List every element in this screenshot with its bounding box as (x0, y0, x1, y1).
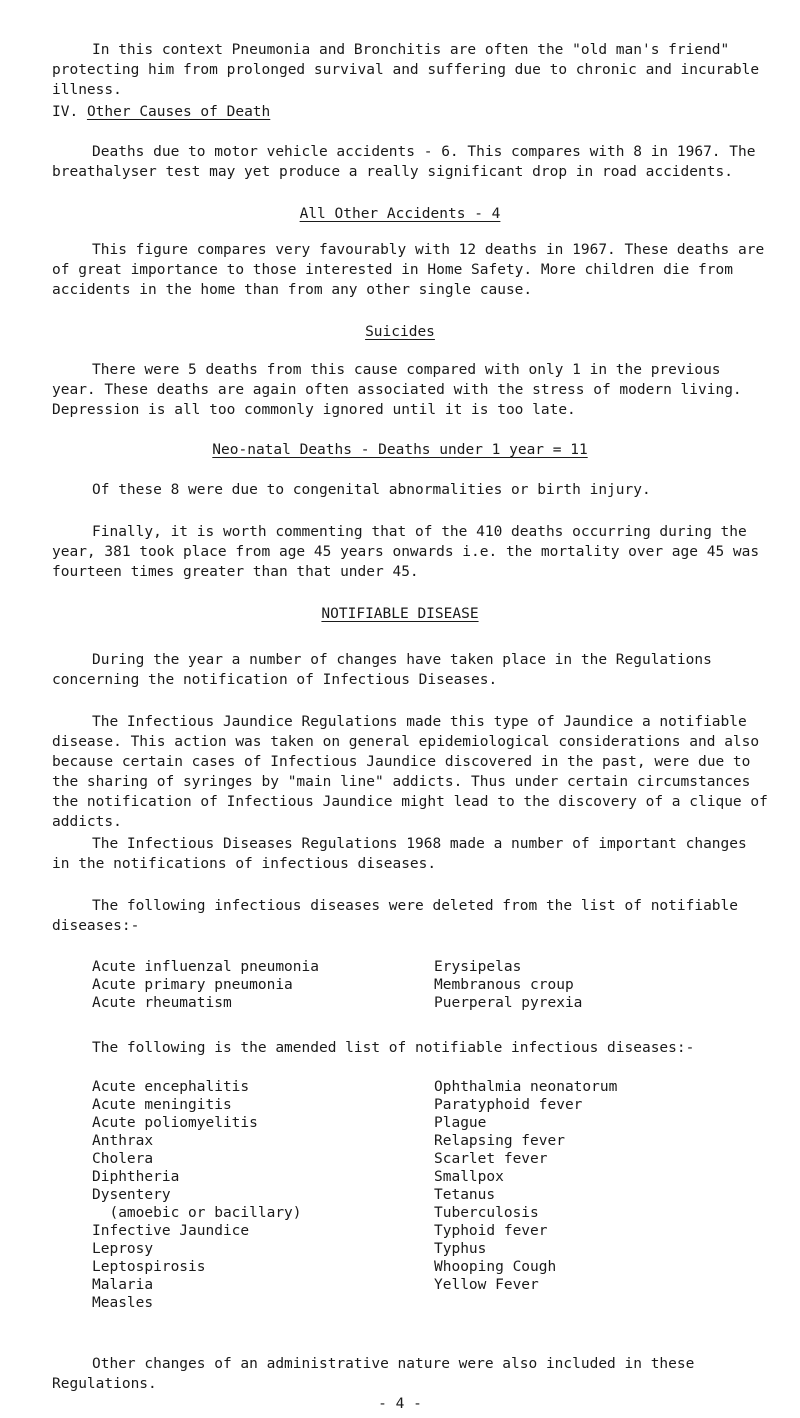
list-item: Erysipelas (434, 959, 522, 975)
neonatal-paragraph: Of these 8 were due to congenital abnormalities or birth injury. (92, 482, 651, 498)
list-item: Leptospirosis (92, 1259, 206, 1275)
list-item: Puerperal pyrexia (434, 995, 583, 1011)
list-item: Typhus (434, 1241, 487, 1257)
accidents-paragraph: This figure compares very favourably with 12 deaths in 1967. These deaths are of great importance to those interested in Home Safety. More children die from accidents in the home than from any other single cause. (52, 242, 773, 298)
list-item: Cholera (92, 1151, 154, 1167)
suicides-heading: Suicides (365, 324, 435, 340)
list-item: Tuberculosis (434, 1205, 539, 1221)
list-item: Acute meningitis (92, 1097, 232, 1113)
list-item: Paratyphoid fever (434, 1097, 583, 1113)
list-item: Acute primary pneumonia (92, 977, 293, 993)
section-heading (52, 102, 270, 122)
list-item: Typhoid fever (434, 1223, 548, 1239)
list-item: Smallpox (434, 1169, 504, 1185)
regulations-changes-paragraph: During the year a number of changes have taken place in the Regulations concerning the notification of Infectious Diseases. (52, 652, 721, 688)
list-item: Malaria (92, 1277, 154, 1293)
list-item: Measles (92, 1295, 154, 1311)
amended-diseases-list-right (434, 1078, 617, 1294)
intro-paragraph: In this context Pneumonia and Bronchitis are often the "old man's friend" protecting him from prolonged survival and suffering due to chronic and incurable illness. (52, 42, 768, 98)
regulations-1968-paragraph: The Infectious Diseases Regulations 1968 made a number of important changes in the notifications of infectious diseases. (52, 836, 756, 872)
list-item: (amoebic or bacillary) (92, 1205, 302, 1221)
section-title: Other Causes of Death (86, 104, 271, 120)
list-item: Relapsing fever (434, 1133, 565, 1149)
list-item: Plague (434, 1115, 487, 1131)
finally-paragraph: Finally, it is worth commenting that of the 410 deaths occurring during the year, 381 took place from age 45 years onwards i.e. the mortality over age 45 was fourteen times greater than that under 45. (52, 524, 768, 580)
list-item: Dysentery (92, 1187, 171, 1203)
list-item: Tetanus (434, 1187, 496, 1203)
list-item: Whooping Cough (434, 1259, 557, 1275)
list-item: Acute encephalitis (92, 1079, 250, 1095)
list-item: Membranous croup (434, 977, 574, 993)
list-item: Leprosy (92, 1241, 154, 1257)
list-item: Scarlet fever (434, 1151, 548, 1167)
section-number: IV. (52, 104, 79, 120)
list-item: Acute influenzal pneumonia (92, 959, 319, 975)
jaundice-paragraph: The Infectious Jaundice Regulations made this type of Jaundice a notifiable disease. This action was taken on general epidemiological considerations and also because certain cases of Infectious Jaundice discovered in the past, were due to the sharing of syringes by "main line" addicts. Thus under certain circumstances the notification of Infectious Jaundice might lead to the discovery of a clique of addicts. (52, 714, 777, 830)
page-number: - 4 - (378, 1396, 422, 1412)
list-item: Ophthalmia neonatorum (434, 1079, 618, 1095)
suicides-paragraph: There were 5 deaths from this cause compared with only 1 in the previous year. These deaths are again often associated with the stress of modern living. Depression is all too commonly ignored until it is too late. (52, 362, 751, 418)
list-item: Acute poliomyelitis (92, 1115, 258, 1131)
motor-accidents-paragraph: Deaths due to motor vehicle accidents - 6. This compares with 8 in 1967. The breathalyser test may yet produce a really significant drop in road accidents. (52, 144, 765, 180)
accidents-heading: All Other Accidents - 4 (299, 206, 501, 222)
list-item: Diphtheria (92, 1169, 180, 1185)
deleted-diseases-list-right (434, 958, 582, 1012)
other-changes-paragraph: Other changes of an administrative nature were also included in these Regulations. (52, 1356, 704, 1392)
deleted-diseases-paragraph: The following infectious diseases were deleted from the list of notifiable diseases:- (52, 898, 747, 934)
list-item: Yellow Fever (434, 1277, 539, 1293)
list-item: Acute rheumatism (92, 995, 232, 1011)
list-item: Infective Jaundice (92, 1223, 250, 1239)
list-item: Anthrax (92, 1133, 154, 1149)
amended-list-paragraph: The following is the amended list of notifiable infectious diseases:- (92, 1040, 695, 1056)
amended-diseases-list-left (92, 1078, 302, 1312)
notifiable-disease-heading: NOTIFIABLE DISEASE (321, 606, 479, 622)
neonatal-heading: Neo-natal Deaths - Deaths under 1 year = 11 (212, 442, 588, 458)
deleted-diseases-list-left (92, 958, 319, 1012)
